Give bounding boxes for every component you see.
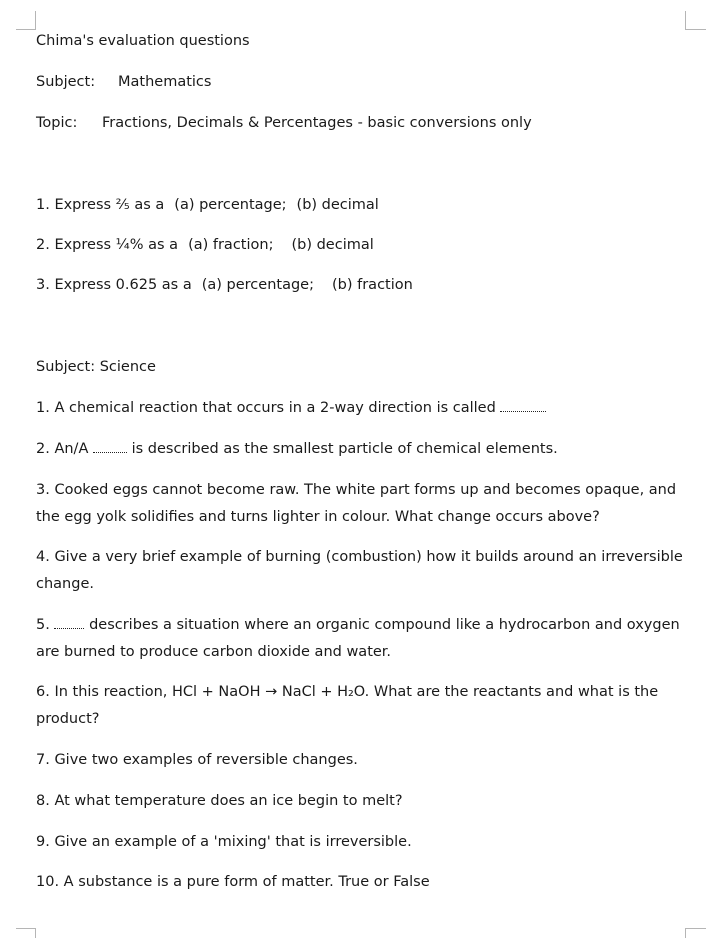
math-question-part-b: (b) decimal bbox=[291, 237, 374, 253]
math-question-part-b: (b) fraction bbox=[331, 277, 413, 293]
math-question-2 bbox=[36, 232, 686, 259]
math-question-3 bbox=[36, 272, 686, 299]
science-question-prefix: 5. bbox=[36, 617, 50, 633]
science-question-6: 6. In this reaction, HCl + NaOH → NaCl + H₂O. What are the reactants and what is the product? bbox=[36, 684, 659, 727]
math-question-stem: 2. Express ¼% as a bbox=[36, 237, 179, 253]
science-question-text: 1. A chemical reaction that occurs in a 2-way direction is called bbox=[36, 400, 496, 416]
math-question-1 bbox=[36, 192, 686, 219]
math-question-stem: 1. Express ⅖ as a bbox=[36, 197, 165, 213]
math-question-part-a: (a) percentage; bbox=[201, 277, 314, 293]
topic-line bbox=[36, 110, 686, 137]
subject-label: Subject: bbox=[36, 74, 96, 90]
topic-value: Fractions, Decimals & Percentages - basic conversions only bbox=[102, 115, 532, 131]
answer-blank bbox=[54, 614, 84, 629]
science-question-9: 9. Give an example of a 'mixing' that is irreversible. bbox=[36, 834, 412, 850]
science-question-suffix: describes a situation where an organic compound like a hydrocarbon and oxygen are burned to produce carbon dioxide and water. bbox=[36, 617, 680, 660]
math-question-stem: 3. Express 0.625 as a bbox=[36, 277, 192, 293]
subject-line bbox=[36, 69, 686, 96]
topic-label: Topic: bbox=[36, 115, 78, 131]
science-question-prefix: 2. An/A bbox=[36, 441, 89, 457]
answer-blank bbox=[93, 438, 127, 453]
corner-mark-top-right bbox=[685, 11, 706, 30]
math-question-part-b: (b) decimal bbox=[296, 197, 379, 213]
corner-mark-top-left bbox=[16, 11, 36, 30]
subject-value: Mathematics bbox=[118, 74, 212, 90]
document-title: Chima's evaluation questions bbox=[36, 33, 250, 49]
science-question-1 bbox=[36, 395, 686, 422]
math-question-part-a: (a) fraction; bbox=[188, 237, 274, 253]
science-question-4: 4. Give a very brief example of burning (combustion) how it builds around an irreversible change. bbox=[36, 549, 683, 592]
science-question-10: 10. A substance is a pure form of matter. True or False bbox=[36, 874, 430, 890]
science-subject-heading: Subject: Science bbox=[36, 359, 156, 375]
answer-blank bbox=[500, 397, 546, 412]
science-question-3: 3. Cooked eggs cannot become raw. The white part forms up and becomes opaque, and the egg yolk solidifies and turns lighter in colour. What change occurs above? bbox=[36, 482, 677, 525]
science-question-7: 7. Give two examples of reversible changes. bbox=[36, 752, 358, 768]
science-question-2 bbox=[36, 436, 686, 463]
math-question-part-a: (a) percentage; bbox=[174, 197, 287, 213]
science-question-5 bbox=[36, 612, 684, 666]
science-question-8: 8. At what temperature does an ice begin to melt? bbox=[36, 793, 403, 809]
science-question-suffix: is described as the smallest particle of chemical elements. bbox=[131, 441, 558, 457]
